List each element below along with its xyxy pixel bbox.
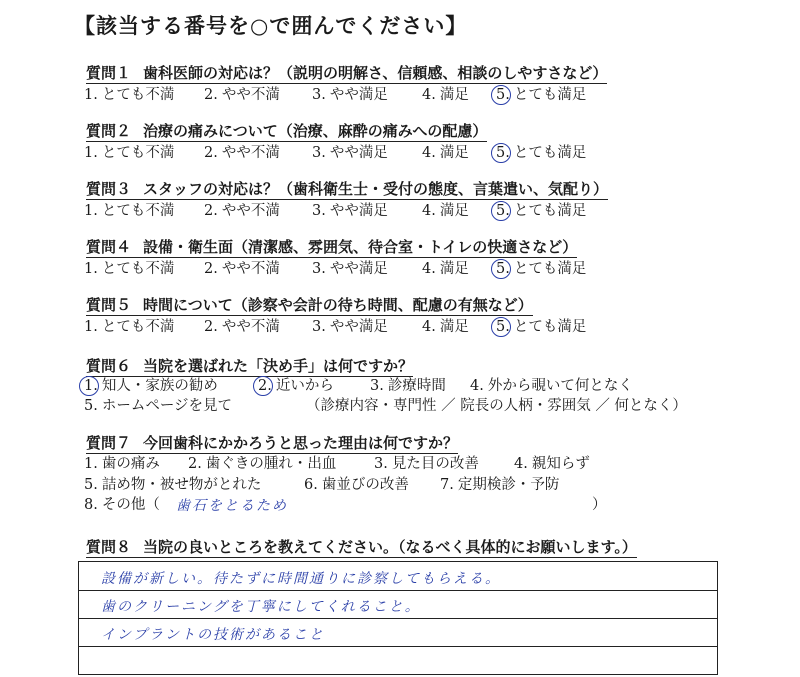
q7-option-6[interactable]: 6. 歯並びの改善	[304, 477, 409, 493]
form-title: 【該当する番号を○で囲んでください】	[74, 14, 468, 38]
q6-option-4[interactable]: 4. 外から覗いて何となく	[470, 378, 633, 394]
q2-option-3[interactable]: 3. やや満足	[312, 145, 388, 161]
q7-option-7[interactable]: 7. 定期検診・予防	[440, 477, 560, 493]
q5-option-1[interactable]: 1. とても不満	[84, 319, 175, 335]
q3-number: 質問３	[86, 180, 132, 198]
q8-answer-2: 歯のクリーニングを丁寧にしてくれること。	[101, 599, 421, 615]
q4-number: 質問４	[86, 238, 132, 256]
q4-option-5[interactable]: 5. とても満足	[496, 260, 586, 278]
q5-option-2[interactable]: 2. やや不満	[204, 319, 280, 335]
q8-number: 質問８	[86, 538, 132, 556]
q8-answer-3: インプラントの技術があること	[101, 627, 325, 643]
q3-text: スタッフの対応は？（歯科衛生士・受付の態度、言葉遣い、気配り）	[143, 180, 609, 198]
q5-text: 時間について（診察や会計の待ち時間、配慮の有無など）	[143, 296, 533, 314]
q8-title	[86, 538, 637, 558]
q7-option-3[interactable]: 3. 見た目の改善	[374, 456, 479, 472]
q1-text: 歯科医師の対応は？（説明の明解さ、信頼感、相談のしやすさなど）	[143, 64, 608, 82]
q3-option-1[interactable]: 1. とても不満	[84, 203, 175, 219]
q6-title	[86, 357, 413, 377]
answer-line	[79, 618, 717, 647]
q4-option-3[interactable]: 3. やや満足	[312, 261, 388, 277]
answer-line	[79, 590, 717, 619]
q7-option-5[interactable]: 5. 詰め物・被せ物がとれた	[84, 477, 262, 493]
q1-option-1[interactable]: 1. とても不満	[84, 87, 175, 103]
q6-text: 当院を選ばれた「決め手」は何ですか？	[143, 357, 414, 375]
q2-title	[86, 122, 487, 142]
q1-option-2[interactable]: 2. やや不満	[204, 87, 280, 103]
q2-option-5[interactable]: 5. とても満足	[496, 144, 586, 162]
q7-option-1[interactable]: 1. 歯の痛み	[84, 456, 160, 472]
q6-option-5-detail: （診療内容・専門性 ／ 院長の人柄・雰囲気 ／ 何となく）	[306, 398, 687, 414]
q7-other-answer[interactable]: 歯石をとるため	[176, 498, 288, 514]
q7-text: 今回歯科にかかろうと思った理由は何ですか？	[143, 434, 459, 452]
q5-option-3[interactable]: 3. やや満足	[312, 319, 388, 335]
q3-title	[86, 180, 608, 200]
q4-option-4[interactable]: 4. 満足	[422, 261, 469, 277]
q1-option-5[interactable]: 5. とても満足	[496, 86, 586, 104]
answer-line	[79, 646, 717, 674]
q7-option-2[interactable]: 2. 歯ぐきの腫れ・出血	[188, 456, 337, 472]
q3-option-3[interactable]: 3. やや満足	[312, 203, 388, 219]
q1-option-3[interactable]: 3. やや満足	[312, 87, 388, 103]
q2-option-4[interactable]: 4. 満足	[422, 145, 469, 161]
q2-option-1[interactable]: 1. とても不満	[84, 145, 175, 161]
q8-text: 当院の良いところを教えてください。（なるべく具体的にお願いします。）	[143, 538, 637, 556]
q3-option-5[interactable]: 5. とても満足	[496, 202, 586, 220]
q2-option-2[interactable]: 2. やや不満	[204, 145, 280, 161]
q6-option-2[interactable]: 2. 近いから	[258, 377, 334, 395]
answer-line	[79, 562, 717, 591]
q4-option-1[interactable]: 1. とても不満	[84, 261, 175, 277]
q5-option-5[interactable]: 5. とても満足	[496, 318, 586, 336]
q8-answer-box[interactable]	[78, 561, 718, 675]
q5-title	[86, 296, 533, 316]
q2-text: 治療の痛みについて（治療、麻酔の痛みへの配慮）	[143, 122, 488, 140]
q4-option-2[interactable]: 2. やや不満	[204, 261, 280, 277]
q7-option-8-close: ）	[592, 497, 607, 513]
q7-number: 質問７	[86, 434, 132, 452]
q7-title	[86, 434, 458, 454]
q6-option-3[interactable]: 3. 診療時間	[370, 378, 446, 394]
q2-number: 質問２	[86, 122, 132, 140]
q4-text: 設備・衛生面（清潔感、雰囲気、待合室・トイレの快適さなど）	[143, 238, 578, 256]
q7-option-8[interactable]: 8. その他（	[84, 497, 160, 513]
q8-answer-1: 設備が新しい。待たずに時間通りに診察してもらえる。	[101, 571, 501, 587]
q1-title	[86, 64, 607, 84]
q4-title	[86, 238, 577, 258]
q1-number: 質問１	[86, 64, 132, 82]
q5-number: 質問５	[86, 296, 132, 314]
q7-option-4[interactable]: 4. 親知らず	[514, 456, 590, 472]
q6-option-1[interactable]: 1. 知人・家族の勧め	[84, 377, 218, 395]
q6-option-5[interactable]: 5. ホームページを見て	[84, 398, 233, 414]
q3-option-2[interactable]: 2. やや不満	[204, 203, 280, 219]
q3-option-4[interactable]: 4. 満足	[422, 203, 469, 219]
q1-option-4[interactable]: 4. 満足	[422, 87, 469, 103]
q5-option-4[interactable]: 4. 満足	[422, 319, 469, 335]
q6-number: 質問６	[86, 357, 132, 375]
